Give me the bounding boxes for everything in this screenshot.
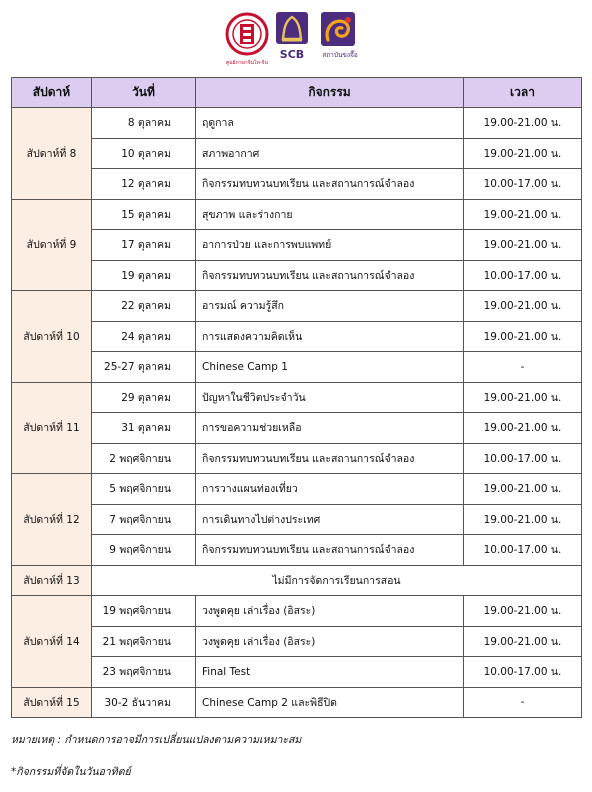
activity-cell: Chinese Camp 2 และพิธีปิด bbox=[196, 687, 464, 718]
schedule-table bbox=[11, 77, 582, 718]
activity-cell: กิจกรรมทบทวนบทเรียน และสถานการณ์จำลอง bbox=[196, 260, 464, 291]
table-row bbox=[12, 352, 582, 383]
time-cell: - bbox=[464, 352, 582, 383]
sunday-footnote: *กิจกรรมที่จัดในวันอาทิตย์ bbox=[11, 766, 131, 778]
time-cell: 19.00-21.00 น. bbox=[464, 199, 582, 230]
table-row bbox=[12, 169, 582, 200]
header-week: สัปดาห์ bbox=[12, 78, 92, 108]
week-label: สัปดาห์ที่ 12 bbox=[12, 474, 92, 566]
time-cell: 19.00-21.00 น. bbox=[464, 474, 582, 505]
table-row bbox=[12, 199, 582, 230]
date-cell: 30-2 ธันวาคม bbox=[92, 687, 196, 718]
logo-bar bbox=[0, 10, 592, 72]
activity-cell: การแสดงความคิดเห็น bbox=[196, 321, 464, 352]
table-header-row bbox=[12, 78, 582, 108]
date-cell: 21 พฤศจิกายน bbox=[92, 626, 196, 657]
activity-cell: กิจกรรมทบทวนบทเรียน และสถานการณ์จำลอง bbox=[196, 443, 464, 474]
activity-cell: วงพูดคุย เล่าเรื่อง (อิสระ) bbox=[196, 626, 464, 657]
activity-cell: กิจกรรมทบทวนบทเรียน และสถานการณ์จำลอง bbox=[196, 535, 464, 566]
table-row bbox=[12, 291, 582, 322]
date-cell: 5 พฤศจิกายน bbox=[92, 474, 196, 505]
time-cell: 10.00-17.00 น. bbox=[464, 169, 582, 200]
date-cell: 19 ตุลาคม bbox=[92, 260, 196, 291]
time-cell: 10.00-17.00 น. bbox=[464, 443, 582, 474]
table-row bbox=[12, 382, 582, 413]
time-cell: 19.00-21.00 น. bbox=[464, 291, 582, 322]
activity-cell: การเดินทางไปต่างประเทศ bbox=[196, 504, 464, 535]
week-label: สัปดาห์ที่ 11 bbox=[12, 382, 92, 474]
week-label: สัปดาห์ที่ 8 bbox=[12, 108, 92, 200]
date-cell: 9 พฤศจิกายน bbox=[92, 535, 196, 566]
scb-logo bbox=[275, 10, 309, 68]
table-row bbox=[12, 565, 582, 596]
header-date: วันที่ bbox=[92, 78, 196, 108]
table-row bbox=[12, 108, 582, 139]
activity-cell: การขอความช่วยเหลือ bbox=[196, 413, 464, 444]
date-cell: 19 พฤศจิกายน bbox=[92, 596, 196, 627]
table-row bbox=[12, 657, 582, 688]
date-cell: 25-27 ตุลาคม bbox=[92, 352, 196, 383]
university-logo bbox=[225, 10, 269, 68]
table-row bbox=[12, 138, 582, 169]
activity-cell: ฤดูกาล bbox=[196, 108, 464, 139]
table-row bbox=[12, 626, 582, 657]
time-cell: 19.00-21.00 น. bbox=[464, 230, 582, 261]
table-row bbox=[12, 321, 582, 352]
activity-cell: สุขภาพ และร่างกาย bbox=[196, 199, 464, 230]
activity-cell: Chinese Camp 1 bbox=[196, 352, 464, 383]
time-cell: 19.00-21.00 น. bbox=[464, 504, 582, 535]
date-cell: 2 พฤศจิกายน bbox=[92, 443, 196, 474]
week-label: สัปดาห์ที่ 14 bbox=[12, 596, 92, 688]
time-cell: 19.00-21.00 น. bbox=[464, 626, 582, 657]
table-row bbox=[12, 443, 582, 474]
date-cell: 29 ตุลาคม bbox=[92, 382, 196, 413]
table-row bbox=[12, 687, 582, 718]
activity-cell: วงพูดคุย เล่าเรื่อง (อิสระ) bbox=[196, 596, 464, 627]
time-cell: 19.00-21.00 น. bbox=[464, 108, 582, 139]
date-cell: 31 ตุลาคม bbox=[92, 413, 196, 444]
remark-note: หมายเหตุ : กำหนดการอาจมีการเปลี่ยนแปลงตามความเหมาะสม bbox=[11, 734, 302, 746]
university-logo-caption: ศูนย์ภาษาจีนไท-จีน bbox=[225, 60, 269, 66]
activity-cell: การวางแผนท่องเที่ยว bbox=[196, 474, 464, 505]
date-cell: 22 ตุลาคม bbox=[92, 291, 196, 322]
activity-cell: สภาพอากาศ bbox=[196, 138, 464, 169]
time-cell: - bbox=[464, 687, 582, 718]
week-label: สัปดาห์ที่ 13 bbox=[12, 565, 92, 596]
header-activity: กิจกรรม bbox=[196, 78, 464, 108]
time-cell: 19.00-21.00 น. bbox=[464, 413, 582, 444]
date-cell: 12 ตุลาคม bbox=[92, 169, 196, 200]
date-cell: 8 ตุลาคม bbox=[92, 108, 196, 139]
date-cell: 15 ตุลาคม bbox=[92, 199, 196, 230]
activity-cell: อารมณ์ ความรู้สึก bbox=[196, 291, 464, 322]
table-row bbox=[12, 474, 582, 505]
time-cell: 10.00-17.00 น. bbox=[464, 260, 582, 291]
date-cell: 17 ตุลาคม bbox=[92, 230, 196, 261]
activity-cell: Final Test bbox=[196, 657, 464, 688]
table-row bbox=[12, 596, 582, 627]
table-row bbox=[12, 413, 582, 444]
time-cell: 10.00-17.00 น. bbox=[464, 535, 582, 566]
time-cell: 10.00-17.00 น. bbox=[464, 657, 582, 688]
week-label: สัปดาห์ที่ 10 bbox=[12, 291, 92, 383]
week-label: สัปดาห์ที่ 9 bbox=[12, 199, 92, 291]
activity-cell: กิจกรรมทบทวนบทเรียน และสถานการณ์จำลอง bbox=[196, 169, 464, 200]
scb-logo-text: SCB bbox=[279, 48, 305, 61]
confucius-logo-caption: สถาบันขงจื๊อ bbox=[322, 51, 358, 59]
header-time: เวลา bbox=[464, 78, 582, 108]
confucius-institute-logo bbox=[318, 10, 366, 68]
date-cell: 7 พฤศจิกายน bbox=[92, 504, 196, 535]
date-cell: 10 ตุลาคม bbox=[92, 138, 196, 169]
time-cell: 19.00-21.00 น. bbox=[464, 382, 582, 413]
time-cell: 19.00-21.00 น. bbox=[464, 596, 582, 627]
time-cell: 19.00-21.00 น. bbox=[464, 138, 582, 169]
time-cell: 19.00-21.00 น. bbox=[464, 321, 582, 352]
table-row bbox=[12, 260, 582, 291]
table-row bbox=[12, 504, 582, 535]
activity-cell: อาการป่วย และการพบแพทย์ bbox=[196, 230, 464, 261]
no-lesson-cell: ไม่มีการจัดการเรียนการสอน bbox=[92, 565, 582, 596]
date-cell: 24 ตุลาคม bbox=[92, 321, 196, 352]
table-row bbox=[12, 535, 582, 566]
table-row bbox=[12, 230, 582, 261]
activity-cell: ปัญหาในชีวิตประจำวัน bbox=[196, 382, 464, 413]
date-cell: 23 พฤศจิกายน bbox=[92, 657, 196, 688]
week-label: สัปดาห์ที่ 15 bbox=[12, 687, 92, 718]
